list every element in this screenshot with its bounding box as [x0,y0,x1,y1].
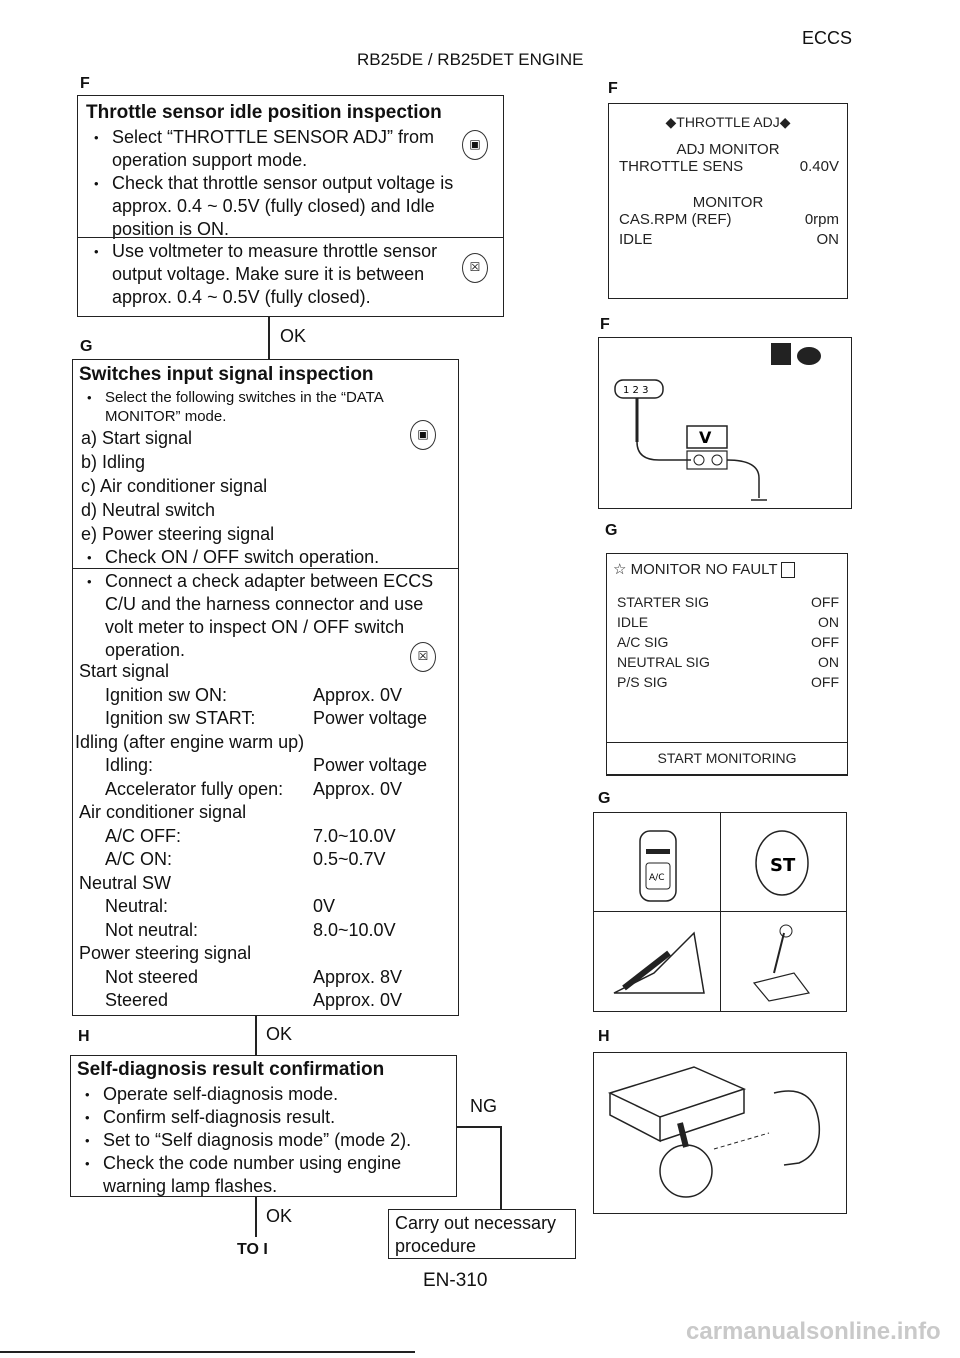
consult-tool-icon: ▣ [462,130,488,160]
ecu-box-icon [610,1067,744,1117]
screen-g-header: MONITOR NO FAULT [630,561,778,578]
step-h-bullet: • Confirm self-diagnosis result. [77,1106,450,1129]
diamond-icon: ◆ [665,114,677,130]
spec-value: Approx. 8V [313,966,403,987]
voltmeter-terminals [687,451,727,469]
spec-label: Not steered [105,966,199,987]
spec-row [73,754,458,778]
screen-f-section1: ADJ MONITOR [676,141,780,158]
spec-value: 0.5~0.7V [313,849,386,869]
flow-line [268,317,270,359]
step-g-alt-bullet: • Connect a check adapter between ECCS C/U and the harness connector and use volt meter to inspect ON / OFF switch operation. [79,570,452,662]
ok-label-h: OK [266,1206,293,1226]
ok-label-g: OK [266,1024,293,1044]
spec-row [73,895,458,919]
ignition-key-label: ST [770,855,796,876]
diamond-icon: ◆ [779,114,791,130]
screen-g-row: IDLE ON [617,614,839,631]
ac-switch-label: A/C [649,873,665,883]
self-diagnosis-diagram [594,1053,846,1213]
connector-pins: 1 2 3 [623,385,649,396]
step-g-letter: G [80,338,93,355]
step-h-bullets [77,1083,450,1198]
step-f-title: Throttle sensor idle position inspection [86,102,442,123]
footer-rule [0,1351,415,1353]
step-f-bullets [86,126,495,241]
spec-row [73,707,458,731]
ng-action-text: Carry out necessary procedure [395,1213,557,1256]
step-g-check-bullet: • Check ON / OFF switch operation. [79,546,452,569]
step-g-intro [79,388,452,426]
spec-row [73,872,458,896]
spec-label: A/C ON: [105,849,173,869]
screen-f-letter: F [608,80,618,97]
spec-label: Power steering signal [79,943,252,963]
negative-terminal-icon [712,455,722,465]
spec-label: Air conditioner signal [79,802,247,822]
screen-f-section2: MONITOR [692,194,764,211]
spec-label: Not neutral: [105,919,199,940]
step-g-item: b) Idling [81,452,146,472]
spec-row [73,660,458,684]
screen-f-title-row [609,114,847,131]
screen-g-row: NEUTRAL SIG ON [617,654,839,671]
spec-value: 0V [313,896,336,916]
voltmeter-tool-icon: ☒ [462,253,488,283]
spec-label: Neutral: [105,896,169,916]
step-f-alt-bullet: • Use voltmeter to measure throttle sensor output voltage. Make sure it is between approx. 0.4 ~ 0.5V (fully closed). [86,240,455,309]
step-f-bullet: • Check that throttle sensor output voltage is approx. 0.4 ~ 0.5V (fully closed) and Idle position is ON. [86,172,495,241]
switch-illustrations [594,813,846,1011]
star-icon: ☆ [613,561,627,578]
step-h-bullet: • Check the code number using engine warning lamp flashes. [77,1152,450,1198]
screen-f-row: THROTTLE SENS 0.40V [619,158,839,175]
plug-icon [797,347,821,365]
consult-tool-icon: ▣ [410,420,436,450]
screen-g-header-row [613,560,847,578]
spec-row [73,966,458,990]
screen-f-title: THROTTLE ADJ [676,114,780,130]
step-f-box [77,95,504,317]
spec-label: Neutral SW [79,872,172,893]
switch-panel [593,812,847,1012]
step-g-item: e) Power steering signal [81,524,275,544]
diagram-f-letter: F [600,316,610,333]
spec-row [73,778,458,802]
spec-label: Ignition sw ON: [105,684,228,705]
step-h-bullet: • Set to “Self diagnosis mode” (mode 2). [77,1129,450,1152]
spec-value: 8.0~10.0V [313,919,396,940]
ac-switch-icon [640,831,676,901]
flow-line [255,1016,257,1056]
positive-terminal-icon [694,455,704,465]
ground-wire [727,460,759,498]
step-g-spec [73,660,458,1013]
step-g-alt [79,570,452,662]
step-h-box [70,1055,457,1197]
watermark: carmanualsonline.info [686,1318,941,1345]
step-f-bullet: • Select “THROTTLE SENSOR ADJ” from operation support mode. [86,126,495,172]
step-g-divider [73,568,458,569]
diagram-f [598,337,852,509]
to-label: TO I [237,1241,268,1258]
step-g-items [73,426,452,546]
spec-label: Steered [105,990,169,1010]
spec-label: Idling: [105,755,154,775]
engine-header: RB25DE / RB25DET ENGINE [357,50,584,69]
section-header: ECCS [802,28,853,48]
spec-row [73,919,458,943]
tool-icon-box [771,343,791,365]
step-g-intro-bullet: • Select the following switches in the “DATA MONITOR” mode. [79,388,452,426]
ac-switch-indicator [646,849,670,854]
step-h-bullet: • Operate self-diagnosis mode. [77,1083,450,1106]
screen-g [606,553,848,775]
step-g-check [79,546,452,569]
screen-g-row: STARTER SIG OFF [617,594,839,611]
magnifier-icon [660,1145,712,1197]
step-h-title: Self-diagnosis result confirmation [77,1059,385,1080]
spec-value: Power voltage [313,755,428,775]
step-f-letter: F [80,75,90,92]
ok-label-f: OK [280,326,307,346]
flow-line [500,1126,502,1210]
step-g-item: d) Neutral switch [81,500,216,520]
step-h-letter: H [78,1028,90,1045]
diagram-h-letter: H [598,1028,610,1045]
spec-label: Ignition sw START: [105,708,256,728]
pedal-foot [624,953,669,988]
spec-row [73,684,458,708]
ecu-box-front [660,1089,744,1141]
spec-label: Accelerator fully open: [105,778,284,799]
spec-row [73,731,458,755]
step-g-title: Switches input signal inspection [79,364,374,385]
flow-line [255,1197,257,1237]
spec-row [73,801,458,825]
step-f-alt [86,240,455,309]
spec-value: Approx. 0V [313,778,403,799]
screen-g-letter: G [605,522,618,539]
step-f-divider [78,237,503,238]
screen-g-row: P/S SIG OFF [617,674,839,691]
step-g-item: a) Start signal [81,428,193,448]
probe-wire [637,442,691,460]
voltmeter-label: V [699,428,712,447]
technician-head-icon [774,1091,819,1165]
ecu-box-side [610,1093,660,1141]
step-g-box [72,359,459,1016]
voltmeter-tool-icon: ☒ [410,642,436,672]
arrow-icon [680,1123,686,1147]
flow-line [457,1126,501,1128]
ng-label: NG [470,1096,497,1116]
spec-label: Idling (after engine warm up) [75,731,305,752]
diagram-h [593,1052,847,1214]
spec-value: Power voltage [313,708,428,728]
spec-value: Approx. 0V [313,684,403,705]
shift-boot-icon [754,973,809,1001]
throttle-sensor-voltmeter-diagram [599,338,851,508]
screen-f [608,103,848,299]
start-monitoring-label: START MONITORING [657,750,797,766]
page-number: EN-310 [423,1270,488,1291]
switch-panel-letter: G [598,790,611,807]
spec-row [73,942,458,966]
spec-value: Approx. 0V [313,990,403,1010]
spec-label: A/C OFF: [105,825,181,846]
spec-row [73,825,458,849]
spec-value: 7.0~10.0V [313,825,396,846]
shift-lever-icon [774,933,784,973]
spec-row [73,848,458,872]
screen-f-row: IDLE ON [619,231,839,248]
spec-row [73,989,458,1013]
step-g-item: c) Air conditioner signal [81,476,268,496]
checkbox-icon [781,562,795,578]
ng-action-box [388,1209,576,1259]
sight-line [714,1133,769,1149]
screen-f-row: CAS.RPM (REF) 0rpm [619,211,839,228]
shift-knob-icon [780,925,792,937]
screen-g-row: A/C SIG OFF [617,634,839,651]
start-monitoring-button[interactable] [606,742,848,776]
spec-label: Start signal [79,661,170,681]
